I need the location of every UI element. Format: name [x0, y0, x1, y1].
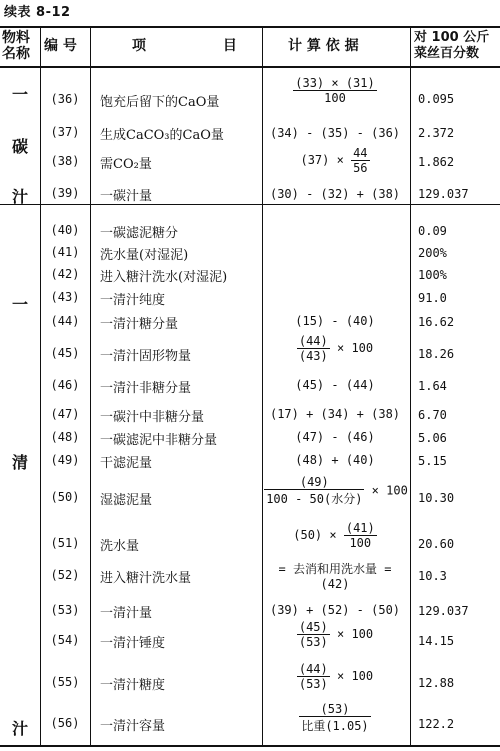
header-item: 项 目	[132, 38, 237, 54]
row-number: (55)	[50, 675, 80, 689]
row-basis: $\frac{(33) \times (31)}{100}$	[295, 76, 375, 105]
row-basis: (47) - (46)	[295, 430, 375, 444]
row-number: (56)	[50, 716, 80, 730]
row-value: 14.15	[418, 634, 455, 648]
row-value: 0.095	[418, 92, 455, 106]
row-value: 16.62	[418, 315, 455, 329]
row-number: (47)	[50, 407, 80, 421]
row-basis: $\frac{(44)}{(53)}$ × 100	[298, 662, 374, 691]
row-item: 一清汁固形物量	[100, 349, 192, 364]
col-rule-1	[40, 26, 41, 747]
row-value: 12.88	[418, 676, 455, 690]
row-value: 10.3	[418, 569, 447, 583]
row-item: 一清汁糖度	[100, 678, 166, 693]
row-value: 0.09	[418, 224, 447, 238]
row-number: (41)	[50, 245, 80, 259]
bottom-rule	[0, 745, 500, 747]
group-rule	[0, 204, 500, 205]
row-value: 122.2	[418, 717, 455, 731]
row-item: 饱充后留下的CaO量	[100, 95, 220, 110]
row-item: 洗水量(对湿泥)	[100, 248, 189, 263]
row-number: (52)	[50, 568, 80, 582]
row-item: 进入糖汁洗水量	[100, 571, 192, 586]
row-basis: (30) - (32) + (38)	[269, 187, 401, 201]
row-item: 湿滤泥量	[100, 493, 153, 508]
row-value: 129.037	[418, 604, 469, 618]
row-value: 20.60	[418, 537, 455, 551]
col-rule-2	[90, 26, 91, 747]
row-basis: $\frac{(44)}{(43)}$ × 100	[298, 334, 374, 363]
row-number: (39)	[50, 186, 80, 200]
top-rule	[0, 26, 500, 28]
header-number: 编 号	[44, 38, 77, 54]
row-item: 一清汁锤度	[100, 636, 166, 651]
row-number: (43)	[50, 290, 80, 304]
row-value: 1.862	[418, 155, 455, 169]
row-basis: $\frac{(49)}{\text{100 - 50(水分)}}$ × 100	[266, 475, 408, 506]
row-value: 100%	[418, 268, 447, 282]
data-table	[0, 26, 500, 746]
row-basis: (17) + (34) + (38)	[269, 407, 401, 421]
row-number: (54)	[50, 633, 80, 647]
row-value: 6.70	[418, 408, 447, 422]
row-number: (37)	[50, 125, 80, 139]
row-number: (40)	[50, 223, 80, 237]
row-value: 200%	[418, 246, 447, 260]
row-item: 一碳滤泥中非糖分量	[100, 433, 218, 448]
header-basis: 计 算 依 据	[288, 38, 359, 54]
row-number: (46)	[50, 378, 80, 392]
row-basis: (39) + (52) - (50)	[269, 603, 401, 617]
row-value: 5.06	[418, 431, 447, 445]
row-item: 一清汁糖分量	[100, 317, 179, 332]
row-number: (53)	[50, 603, 80, 617]
row-value: 91.0	[418, 291, 447, 305]
table-caption: 续表 8-12	[4, 5, 71, 20]
col-rule-4	[410, 26, 411, 747]
row-basis: = 去消和用洗水量 = (42)	[278, 562, 392, 591]
row-basis: (34) - (35) - (36)	[269, 126, 401, 140]
row-number: (50)	[50, 490, 80, 504]
row-item: 一清汁纯度	[100, 293, 166, 308]
row-item: 进入糖汁洗水(对湿泥)	[100, 270, 228, 285]
row-number: (42)	[50, 267, 80, 281]
row-item: 干滤泥量	[100, 456, 153, 471]
row-basis: $\frac{(53)}{\text{比重(1.05)}}$	[301, 702, 369, 733]
row-value: 5.15	[418, 454, 447, 468]
row-value: 2.372	[418, 126, 455, 140]
row-number: (38)	[50, 154, 80, 168]
row-value: 129.037	[418, 187, 469, 201]
row-item: 一碳汁中非糖分量	[100, 410, 205, 425]
material-char: 碳	[11, 137, 28, 156]
row-number: (45)	[50, 346, 80, 360]
row-item: 一清汁容量	[100, 719, 166, 734]
row-number: (51)	[50, 536, 80, 550]
row-item: 一清汁量	[100, 606, 153, 621]
row-basis: (50) × $\frac{(41)}{100}$	[293, 521, 375, 550]
row-item: 生成CaCO₃的CaO量	[100, 128, 224, 143]
row-basis: (45) - (44)	[295, 378, 375, 392]
row-basis: (15) - (40)	[295, 314, 375, 328]
row-value: 10.30	[418, 491, 455, 505]
row-basis: $\frac{(45)}{(53)}$ × 100	[298, 620, 374, 649]
row-number: (49)	[50, 453, 80, 467]
row-item: 需CO₂量	[100, 157, 152, 172]
row-value: 18.26	[418, 347, 455, 361]
material-char: 清	[11, 453, 28, 472]
row-item: 一碳汁量	[100, 189, 153, 204]
row-value: 1.64	[418, 379, 447, 393]
row-number: (48)	[50, 430, 80, 444]
row-item: 一碳滤泥糖分	[100, 226, 179, 241]
header-value: 对 100 公斤 菜丝百分数	[414, 30, 490, 61]
material-char: 一	[11, 295, 28, 314]
row-item: 洗水量	[100, 539, 140, 554]
material-char: 一	[11, 85, 28, 104]
material-char: 汁	[11, 719, 28, 738]
header-rule	[0, 66, 500, 68]
header-material: 物料 名称	[2, 30, 30, 62]
row-number: (44)	[50, 314, 80, 328]
row-basis: (37) × $\frac{44}{56}$	[300, 146, 368, 175]
row-item: 一清汁非糖分量	[100, 381, 192, 396]
row-basis: (48) + (40)	[295, 453, 375, 467]
material-char: 汁	[11, 187, 28, 206]
row-number: (36)	[50, 92, 80, 106]
